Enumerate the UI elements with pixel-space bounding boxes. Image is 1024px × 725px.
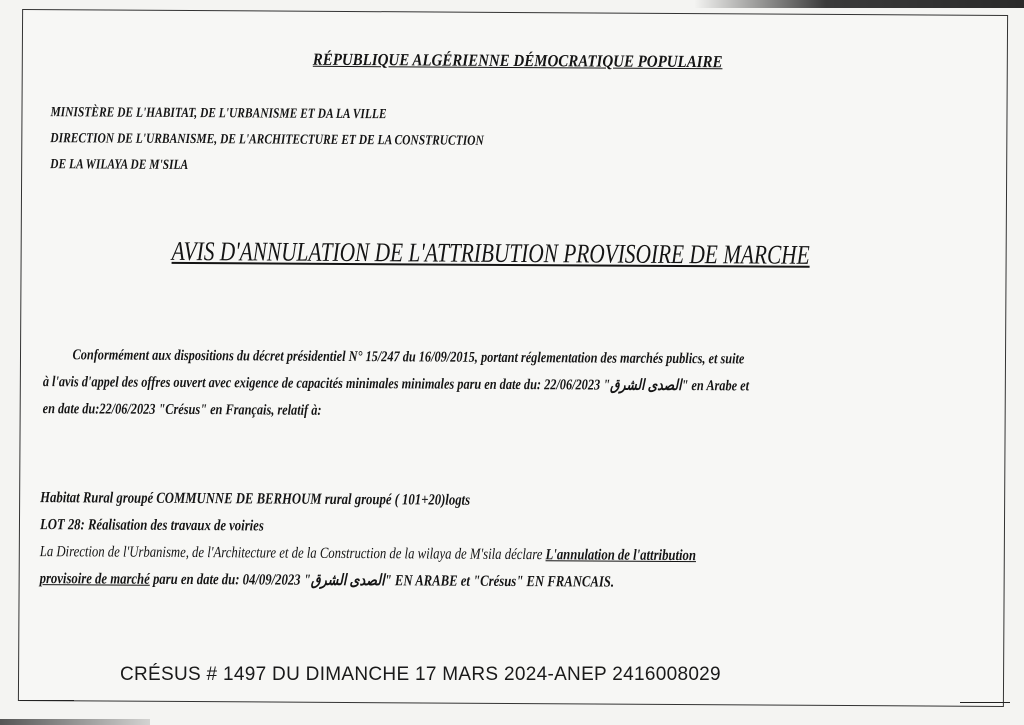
publication-footer: CRÉSUS # 1497 DU DIMANCHE 17 MARS 2024-ANEP 2416008029 bbox=[120, 664, 721, 685]
project-title: Habitat Rural groupé COMMUNNE DE BERHOUM rural groupé ( 101+20)logts bbox=[40, 489, 471, 509]
intro-line: Conformément aux dispositions du décret présidentiel N° 15/247 du 16/09/2015, portant réglementation des marchés publics, et suite bbox=[72, 347, 745, 368]
annulation-emphasis: L'annulation de l'attribution bbox=[545, 546, 697, 565]
intro-line: en date du:22/06/2023 "Crésus" en Français, relatif à: bbox=[42, 401, 322, 419]
ministry-block bbox=[50, 100, 484, 181]
scan-edge-shadow bbox=[694, 0, 1024, 8]
lot-line: LOT 28: Réalisation des travaux de voiries bbox=[39, 516, 264, 535]
project-block bbox=[40, 484, 975, 598]
republic-heading: RÉPUBLIQUE ALGÉRIENNE DÉMOCRATIQUE POPULAIRE bbox=[312, 49, 723, 72]
wilaya-line: DE LA WILAYA DE M'SILA bbox=[50, 157, 189, 174]
direction-line: DIRECTION DE L'URBANISME, DE L'ARCHITECTURE ET DE LA CONSTRUCTION bbox=[50, 131, 484, 149]
annulation-emphasis: provisoire de marché bbox=[39, 570, 150, 588]
notice-frame bbox=[18, 9, 1008, 707]
ministry-line: MINISTÈRE DE L'HABITAT, DE L'URBANISME ET DA LA VILLE bbox=[50, 105, 387, 123]
intro-line: à l'avis d'appel des offres ouvert avec exigence de capacités minimales minimales paru en date du: 22/06/2023 "الصدى الشرق" en Arabe et bbox=[42, 374, 750, 395]
footer-rule-right bbox=[960, 702, 1010, 703]
notice-title: AVIS D'ANNULATION DE L'ATTRIBUTION PROVISOIRE DE MARCHE bbox=[171, 235, 810, 270]
notice-body bbox=[19, 10, 1007, 706]
intro-paragraph bbox=[43, 342, 978, 429]
declaration-line bbox=[40, 565, 975, 598]
declaration-text: La Direction de l'Urbanisme, de l'Architecture et de la Construction de la wilaya de M'sila déclare bbox=[39, 543, 546, 564]
declaration-text: paru en date du: 04/09/2023 "الصدى الشرق" EN ARABE et "Crésus" EN FRANCAIS. bbox=[149, 570, 615, 591]
scan-bottom-shadow bbox=[0, 719, 150, 725]
footer-rule-left bbox=[20, 700, 74, 701]
